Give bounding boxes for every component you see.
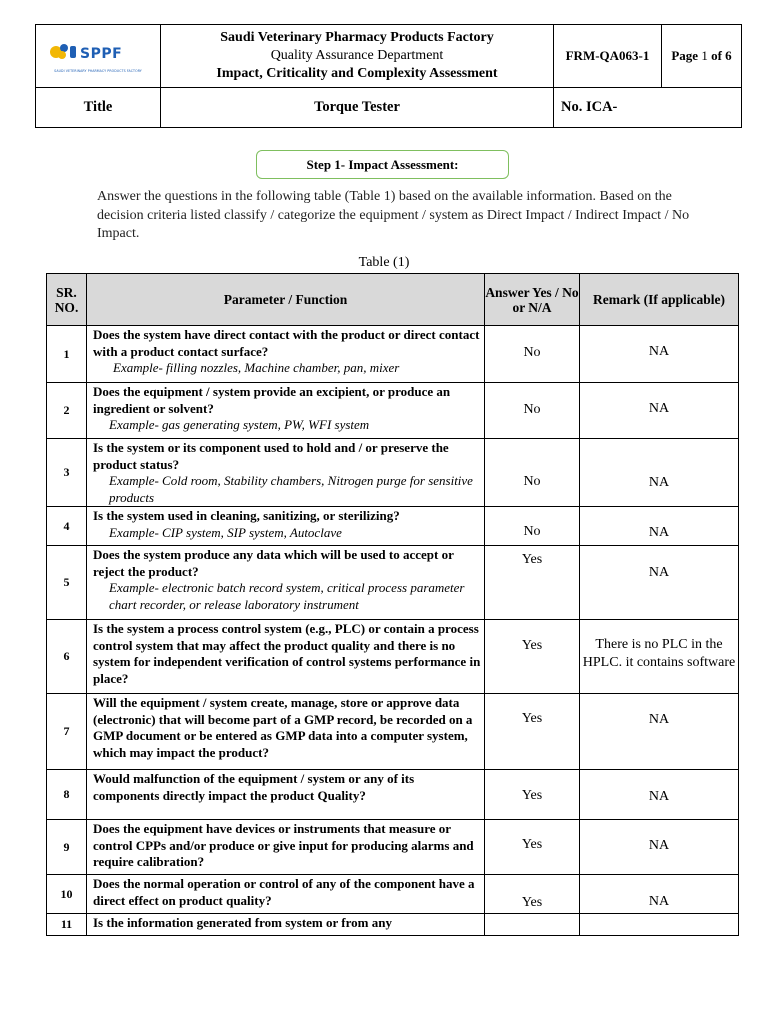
- title-label: Title: [36, 88, 161, 128]
- header-answer: Answer Yes / No or N/A: [485, 274, 580, 326]
- row-parameter: [87, 326, 485, 383]
- row-sr-no: 6: [47, 620, 87, 694]
- row-parameter: [87, 694, 485, 770]
- table-row: [47, 546, 739, 620]
- row-remark: NA: [580, 326, 739, 383]
- row-answer: No: [485, 507, 580, 546]
- table-header-row: [47, 274, 739, 326]
- header-remark: Remark (If applicable): [580, 274, 739, 326]
- header-parameter: Parameter / Function: [87, 274, 485, 326]
- row-question: Does the normal operation or control of any of the component have a direct effect on product quality?: [93, 876, 475, 908]
- intro-paragraph: Answer the questions in the following table (Table 1) based on the available information. Based on the decision criteria listed classify / categorize the equipment / system as Direct Impact / Indirect Impact / No Impact.: [97, 189, 690, 241]
- table-row: [47, 875, 739, 914]
- page-total: 6: [725, 48, 732, 63]
- row-parameter: [87, 820, 485, 875]
- row-remark: There is no PLC in the HPLC. it contains software: [580, 620, 739, 694]
- page-indicator: [662, 25, 742, 88]
- header-title-cell: [161, 25, 554, 88]
- header-sr-no: SR. NO.: [47, 274, 87, 326]
- sppf-logo-icon: [46, 40, 150, 68]
- page-label: Page: [671, 48, 699, 63]
- row-question: Does the system have direct contact with the product or direct contact with a product contact surface?: [93, 327, 480, 359]
- row-answer: Yes: [485, 875, 580, 914]
- row-parameter: [87, 770, 485, 820]
- row-remark: [580, 914, 739, 936]
- row-sr-no: 2: [47, 383, 87, 439]
- impact-assessment-table: [46, 273, 739, 936]
- row-remark: NA: [580, 383, 739, 439]
- page-current: 1: [701, 48, 708, 63]
- page-of: of: [711, 48, 722, 63]
- logo-subtext: SAUDI VETERINARY PHARMACY PRODUCTS FACTORY: [54, 68, 142, 73]
- table-row: [47, 507, 739, 546]
- row-question: Does the equipment / system provide an excipient, or produce an ingredient or solvent?: [93, 384, 451, 416]
- row-sr-no: 8: [47, 770, 87, 820]
- row-answer: [485, 914, 580, 936]
- title-value: Torque Tester: [161, 88, 554, 128]
- department-name: Quality Assurance Department: [270, 48, 444, 63]
- row-question: Is the information generated from system or from any: [93, 915, 392, 930]
- row-sr-no: 10: [47, 875, 87, 914]
- row-question: Does the system produce any data which will be used to accept or reject the product?: [93, 547, 454, 579]
- row-question: Will the equipment / system create, manage, store or approve data (electronic) that will become part of a GMP record, be recorded on a GMP document or be entered as GMP data into a computer system, which may impact the product?: [93, 695, 473, 760]
- row-example: Example- electronic batch record system, critical process parameter chart recorder, or release laboratory instrument: [109, 580, 465, 612]
- company-name: Saudi Veterinary Pharmacy Products Factory: [220, 30, 494, 45]
- row-remark: NA: [580, 546, 739, 620]
- table-row: [47, 326, 739, 383]
- row-answer: Yes: [485, 546, 580, 620]
- row-remark: NA: [580, 694, 739, 770]
- row-parameter: [87, 914, 485, 936]
- row-sr-no: 11: [47, 914, 87, 936]
- row-parameter: [87, 546, 485, 620]
- logo-cell: [36, 25, 161, 88]
- row-remark: NA: [580, 439, 739, 507]
- row-remark: NA: [580, 820, 739, 875]
- ica-number: No. ICA-: [554, 88, 742, 128]
- row-sr-no: 1: [47, 326, 87, 383]
- row-answer: No: [485, 326, 580, 383]
- document-title: Impact, Criticality and Complexity Assessment: [216, 66, 498, 81]
- table-row: [47, 820, 739, 875]
- row-example: Example- Cold room, Stability chambers, Nitrogen purge for sensitive products: [109, 473, 473, 505]
- row-answer: No: [485, 439, 580, 507]
- table-row: [47, 770, 739, 820]
- row-example: Example- CIP system, SIP system, Autoclave: [109, 524, 342, 540]
- row-answer: Yes: [485, 820, 580, 875]
- row-remark: NA: [580, 875, 739, 914]
- row-sr-no: 5: [47, 546, 87, 620]
- table-body: [47, 326, 739, 936]
- form-number: FRM-QA063-1: [554, 25, 662, 88]
- row-example: Example- gas generating system, PW, WFI system: [109, 417, 370, 432]
- row-answer: Yes: [485, 770, 580, 820]
- table-row: [47, 383, 739, 439]
- row-answer: No: [485, 383, 580, 439]
- table-caption: Table (1): [358, 255, 410, 270]
- row-example: Example- filling nozzles, Machine chamber, pan, mixer: [113, 360, 400, 375]
- company-logo: [36, 40, 160, 73]
- row-question: Would malfunction of the equipment / system or any of its components directly impact the product Quality?: [93, 771, 415, 803]
- step-label: Step 1- Impact Assessment:: [256, 150, 509, 179]
- row-answer: Yes: [485, 694, 580, 770]
- row-parameter: [87, 507, 485, 546]
- row-remark: NA: [580, 770, 739, 820]
- row-remark: NA: [580, 507, 739, 546]
- document-header: [35, 24, 742, 128]
- row-sr-no: 9: [47, 820, 87, 875]
- row-question: Is the system or its component used to hold and / or preserve the product status?: [93, 440, 449, 472]
- row-question: Is the system a process control system (e.g., PLC) or contain a process control system that may affect the product quality and there is no system for independent verification of control systems performance in place?: [93, 621, 481, 686]
- row-parameter: [87, 383, 485, 439]
- row-parameter: [87, 875, 485, 914]
- row-answer: Yes: [485, 620, 580, 694]
- row-parameter: [87, 439, 485, 507]
- row-sr-no: 3: [47, 439, 87, 507]
- row-question: Is the system used in cleaning, sanitizing, or sterilizing?: [93, 508, 400, 523]
- row-sr-no: 4: [47, 507, 87, 546]
- table-row: [47, 914, 739, 936]
- row-parameter: [87, 620, 485, 694]
- table-row: [47, 620, 739, 694]
- logo-wordmark: SPPF: [80, 45, 123, 62]
- row-question: Does the equipment have devices or instruments that measure or control CPPs and/or produce or give input for producing alarms and require calibration?: [93, 821, 474, 869]
- table-row: [47, 439, 739, 507]
- row-sr-no: 7: [47, 694, 87, 770]
- table-row: [47, 694, 739, 770]
